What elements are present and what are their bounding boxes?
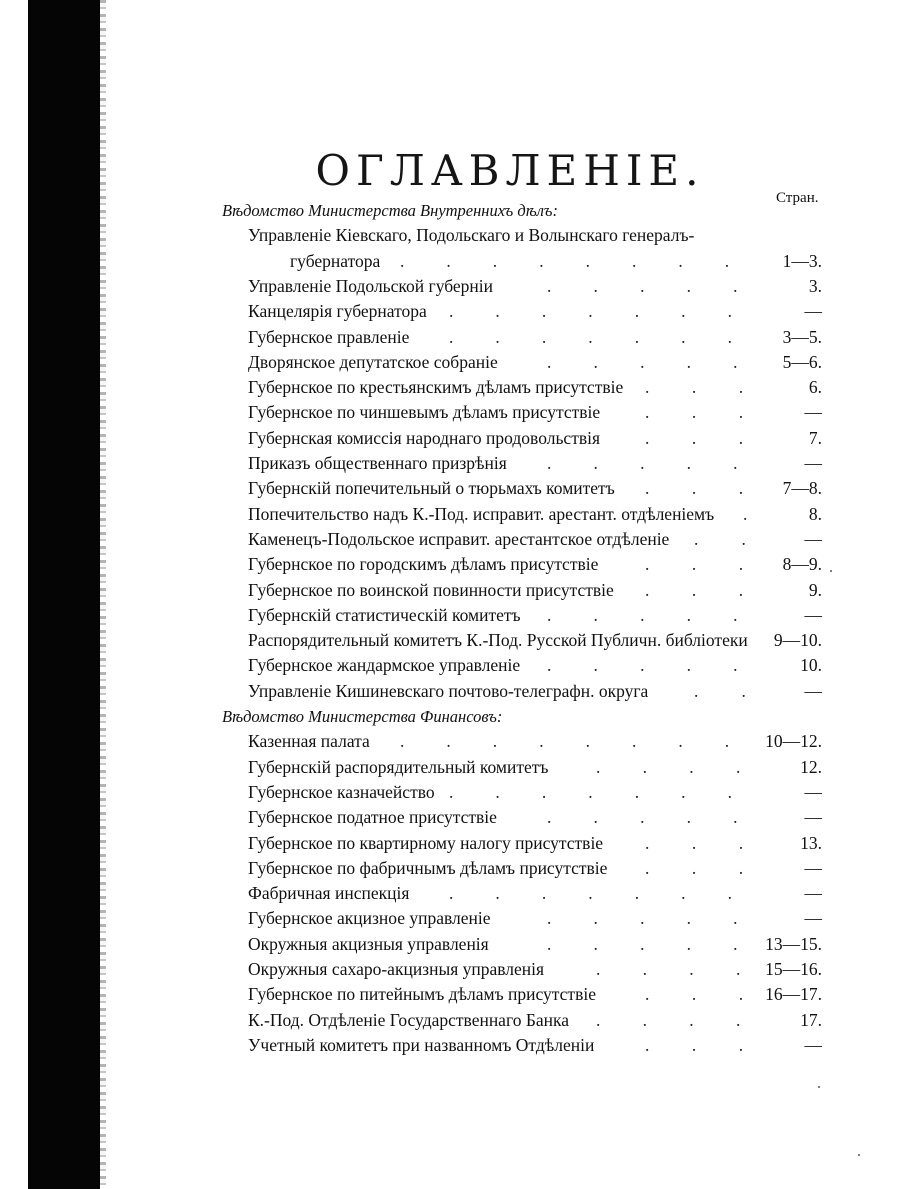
toc-entry-pages: 6. — [808, 377, 822, 398]
leader-dots: . . . — [645, 984, 741, 1005]
toc-entry-label: Управленіе Кишиневскаго почтово-телеграфн. округа — [248, 680, 649, 701]
toc-entry — [0, 653, 900, 678]
toc-entry — [0, 982, 900, 1007]
toc-entry-pages: 7—8. — [782, 478, 822, 499]
toc-entry-label: Управленіе Кіевскаго, Подольскаго и Волынскаго генералъ- — [248, 225, 695, 246]
leader-dots: . . . . . . . — [449, 301, 730, 322]
leader-dots: . . . . . — [547, 807, 735, 828]
leader-dots: . . . . . — [547, 275, 735, 296]
leader-dots: . . . — [645, 377, 741, 398]
toc-entry-label: губернатора — [290, 250, 381, 271]
leader-dots: . . . . . . . — [449, 781, 730, 802]
toc-entry-label: Губернское по крестьянскимъ дѣламъ присутствіе — [248, 377, 624, 398]
toc-entry — [0, 325, 900, 350]
toc-entry-pages: 17. — [800, 1009, 822, 1030]
leader-dots: . . . . — [596, 959, 738, 979]
toc-entry — [0, 578, 900, 603]
toc-entry-pages: 12. — [800, 756, 822, 777]
leader-dots: . . . . . — [547, 453, 735, 473]
toc-entry-pages: — — [804, 528, 822, 549]
page-title: ОГЛАВЛЕНІЕ. — [315, 146, 705, 195]
toc-entry-pages: 16—17. — [765, 984, 822, 1005]
toc-entry-pages: — — [804, 402, 822, 423]
toc-entry-pages: — — [804, 908, 822, 929]
toc-entry-pages: 10. — [800, 655, 822, 676]
leader-dots: . . . — [645, 427, 741, 448]
toc-entry — [0, 755, 900, 780]
toc-entry-label: Губернское акцизное управленіе — [248, 908, 491, 929]
toc-entry-pages: 13. — [800, 832, 822, 853]
toc-entry — [0, 957, 900, 982]
toc-entry — [0, 932, 900, 957]
toc-entry-pages: — — [804, 680, 822, 701]
toc-entry — [0, 502, 900, 527]
toc-entry — [0, 628, 900, 653]
leader-dots: . . . — [645, 832, 741, 853]
toc-entry-pages: 3. — [808, 275, 822, 296]
toc-entry-pages: 10—12. — [765, 731, 822, 752]
leader-dots: . . . . . . . . — [400, 731, 727, 752]
toc-entry — [0, 350, 900, 375]
toc-entry-label: Губернская комиссія народнаго продовольствія — [248, 427, 601, 448]
toc-entry-label: Казенная палата — [248, 731, 370, 752]
toc-entry-pages: 3—5. — [782, 326, 822, 347]
leader-dots: . . . . . . . . — [400, 250, 727, 271]
leader-dots: . . . . — [596, 756, 738, 777]
leader-dots: . . . . . — [547, 655, 735, 676]
toc-entry — [0, 400, 900, 425]
toc-entry — [0, 679, 900, 704]
leader-dots: . . . . . . . — [449, 883, 730, 904]
toc-entry-label: Губернскій попечительный о тюрьмахъ комитетъ — [248, 478, 615, 499]
leader-dots: . . . — [645, 1034, 741, 1055]
paper-speck — [830, 570, 832, 572]
toc-entry — [0, 881, 900, 906]
toc-entry-pages: 5—6. — [782, 351, 822, 372]
toc-entry — [0, 780, 900, 805]
toc-entry-label: Губернское по чиншевымъ дѣламъ присутствіе — [248, 402, 601, 423]
leader-dots: . . . . . . . — [449, 326, 730, 347]
toc-entry-pages: — — [804, 857, 822, 878]
toc-entry — [0, 805, 900, 830]
toc-entry-pages: — — [804, 453, 822, 473]
toc-entry-label: Учетный комитетъ при названномъ Отдѣленіи — [248, 1034, 595, 1055]
toc-entry-label: Канцелярія губернатора — [248, 301, 427, 322]
toc-entry-label: Распорядительный комитетъ К.-Под. Русской Публичн. библіотеки — [248, 630, 748, 651]
toc-entry-pages: — — [804, 781, 822, 802]
paper-speck — [818, 1086, 820, 1088]
toc-entry-pages: 1—3. — [782, 250, 822, 271]
toc-entry — [0, 1033, 900, 1058]
toc-entry-label: Окружныя сахаро-акцизныя управленія — [248, 959, 545, 979]
toc-entry — [0, 451, 900, 476]
toc-entry-label: Управленіе Подольской губерніи — [248, 275, 494, 296]
toc-entry — [0, 603, 900, 628]
leader-dots: . . . — [645, 554, 741, 575]
toc-entry-pages: 15—16. — [765, 959, 822, 979]
toc-entry-pages: — — [804, 604, 822, 625]
toc-entry-label: Губернское по фабричнымъ дѣламъ присутствіе — [248, 857, 608, 878]
leader-dots: . . . — [645, 857, 741, 878]
toc-entry-label: К.-Под. Отдѣленіе Государственнаго Банка — [248, 1009, 570, 1030]
leader-dots: . . . . . — [547, 933, 735, 954]
leader-dots: . . . . . — [547, 604, 735, 625]
toc-entry — [0, 856, 900, 881]
leader-dots: . . . . . — [547, 908, 735, 929]
leader-dots: . . . — [645, 402, 741, 423]
toc-entry-pages: 9—10. — [773, 630, 822, 651]
toc-entry-pages: — — [804, 1034, 822, 1055]
toc-entry-label: Каменецъ-Подольское исправит. арестантское отдѣленіе — [248, 528, 670, 549]
toc-entry — [0, 299, 900, 324]
toc-entry-label: Губернское по городскимъ дѣламъ присутствіе — [248, 554, 599, 575]
toc-entry-pages: — — [804, 301, 822, 322]
toc-entry — [0, 831, 900, 856]
toc-entry-pages: 8. — [808, 503, 822, 524]
toc-entry-label: Фабричная инспекція — [248, 883, 410, 904]
toc-entry-label: Дворянское депутатское собраніе — [248, 351, 498, 372]
toc-entry-label: Губернскій статистическій комитетъ — [248, 604, 521, 625]
toc-entry — [0, 552, 900, 577]
toc-entry — [0, 1008, 900, 1033]
section-heading: Вѣдомство Министерства Внутреннихъ дѣлъ: — [222, 201, 558, 220]
toc-entry — [0, 249, 900, 274]
paper-speck — [858, 1154, 860, 1156]
leader-dots: . . . . . — [547, 351, 735, 372]
toc-entry-label: Губернское податное присутствіе — [248, 807, 497, 828]
toc-entry — [0, 223, 900, 248]
toc-entry-label: Губернское казначейство — [248, 781, 435, 802]
leader-dots: . . . — [645, 579, 741, 600]
page-column-label: Стран. — [776, 190, 819, 206]
leader-dots: . . . . — [596, 1009, 738, 1030]
toc-entry-pages: — — [804, 807, 822, 828]
toc-entry-pages: 7. — [808, 427, 822, 448]
toc-entry — [0, 375, 900, 400]
toc-entry-pages: — — [804, 883, 822, 904]
toc-entry-label: Приказъ общественнаго призрѣнія — [248, 453, 507, 473]
toc-entry-pages: 8—9. — [782, 554, 822, 575]
toc-entry-label: Губернское жандармское управленіе — [248, 655, 521, 676]
leader-dots: . . . — [645, 478, 741, 499]
leader-dots: . . — [694, 528, 744, 549]
leader-dots: . . — [694, 680, 744, 701]
section-heading: Вѣдомство Министерства Финансовъ: — [222, 707, 503, 726]
toc-entry-label: Губернскій распорядительный комитетъ — [248, 756, 549, 777]
toc-entry — [0, 426, 900, 451]
toc-entry — [0, 476, 900, 501]
toc-entry-label: Губернское по питейнымъ дѣламъ присутствіе — [248, 984, 596, 1005]
toc-entry — [0, 906, 900, 931]
toc-entry-label: Губернское правленіе — [248, 326, 410, 347]
toc-entry-pages: 13—15. — [765, 933, 822, 954]
toc-entry-label: Попечительство надъ К.-Под. исправит. арестант. отдѣленіемъ — [248, 503, 715, 524]
toc-entry-label: Губернское по воинской повинности присутствіе — [248, 579, 614, 600]
toc-entry-pages: 9. — [808, 579, 822, 600]
toc-entry-label: Окружныя акцизныя управленія — [248, 933, 489, 954]
toc-entry-label: Губернское по квартирному налогу присутствіе — [248, 832, 604, 853]
toc-entry — [0, 274, 900, 299]
leader-dots: . — [743, 503, 748, 524]
toc-entry — [0, 729, 900, 754]
toc-entry — [0, 527, 900, 552]
